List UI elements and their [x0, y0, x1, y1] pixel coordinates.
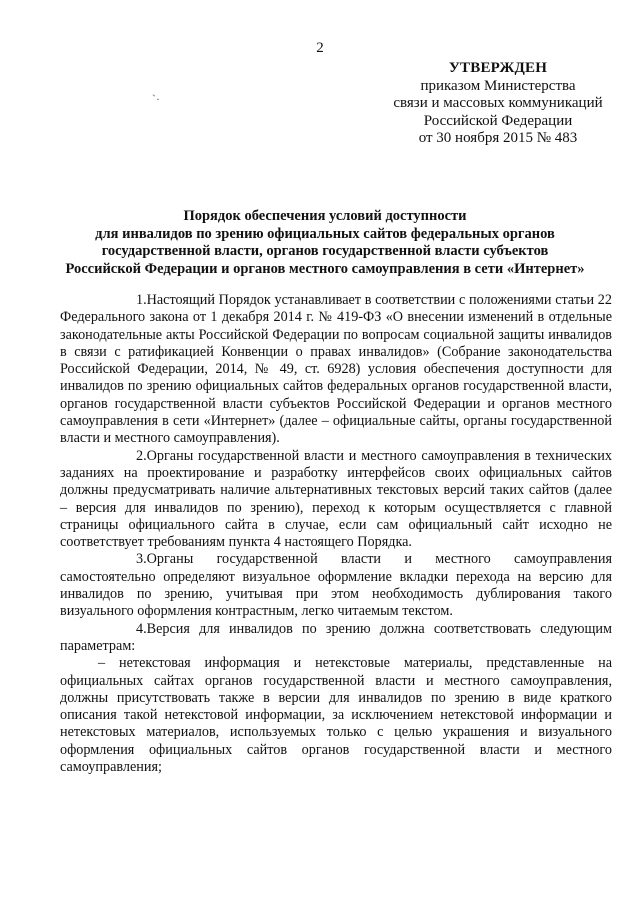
approval-line: связи и массовых коммуникаций: [393, 95, 603, 111]
paragraph-3: [60, 551, 612, 620]
paragraph-4: [60, 621, 612, 656]
approval-line: приказом Министерства: [420, 77, 576, 94]
document-title-line: для инвалидов по зрению официальных сайтов федеральных органов: [95, 225, 555, 242]
scan-artifact: `·: [152, 92, 160, 106]
paragraph-text: Органы государственной власти и местного самоуправления в технических заданиях на проектирование и разработку интерфейсов своих официальных сайтов должны предусматривать наличие альтернативных текстовых версий таких сайтов (далее – версия для инвалидов по зрению), переход к которым осуществляется с главной страницы официального сайта в случае, если сам официальный сайт исходно не соответствует требованиям пункта 4 настоящего Порядка.: [60, 447, 612, 551]
document-title-line: Российской Федерации и органов местного самоуправления в сети «Интернет»: [65, 260, 585, 277]
paragraph-1: [60, 292, 612, 448]
approval-line: от 30 ноября 2015 № 483: [418, 130, 578, 146]
page-number: 2: [316, 40, 324, 56]
paragraph-4-item: [60, 655, 612, 776]
document-title-line: Порядок обеспечения условий доступности: [183, 208, 467, 224]
approval-stamp-block: [378, 60, 618, 148]
paragraph-text: Версия для инвалидов по зрению должна соответствовать следующим параметрам:: [60, 620, 612, 654]
paragraph-number: 3.: [136, 551, 147, 568]
document-body: [60, 292, 612, 776]
paragraph-text: – нетекстовая информация и нетекстовые материалы, представленные на официальных сайтах органов государственной власти и местного самоуправления, должны присутствовать также в версии для инвалидов по зрению в виде краткого описания такой нетекстовой информации, за исключением нетекстовой информации и нетекстовых материалов, используемых только с целью украшения и визуального оформления официальных сайтов органов государственной власти и местного самоуправления;: [60, 655, 612, 776]
document-title-line: государственной власти, органов государственной власти субъектов: [101, 243, 549, 259]
approval-line: Российской Федерации: [423, 112, 573, 129]
paragraph-number: 1.: [136, 292, 147, 308]
paragraph-number: 4.: [136, 620, 147, 637]
paragraph-2: [60, 448, 612, 552]
paragraph-number: 2.: [136, 447, 147, 464]
paragraph-text: Настоящий Порядок устанавливает в соответствии с положениями статьи 22 Федерального закона от 1 декабря 2014 г. № 419-ФЗ «О внесении изменений в отдельные законодательные акты Российской Федерации по вопросам социальной защиты инвалидов в связи с ратификацией Конвенции о правах инвалидов» (Собрание законодательства Российской Федерации, 2014, № 49, ст. 6928) условия обеспечения доступности для инвалидов по зрению официальных сайтов федеральных органов государственной власти, органов государственной власти субъектов Российской Федерации и органов местного самоуправления в сети «Интернет» (далее – официальные сайты, органы государственной власти и местного самоуправления).: [60, 292, 612, 447]
approval-title: УТВЕРЖДЕН: [448, 60, 548, 76]
document-title: [40, 208, 610, 278]
paragraph-text: Органы государственной власти и местного самоуправления самостоятельно определяют визуальное оформление вкладки перехода на версию для инвалидов по зрению, учитывая при этом необходимость дублирования такого визуального оформления контрастным, легко читаемым текстом.: [60, 551, 612, 620]
